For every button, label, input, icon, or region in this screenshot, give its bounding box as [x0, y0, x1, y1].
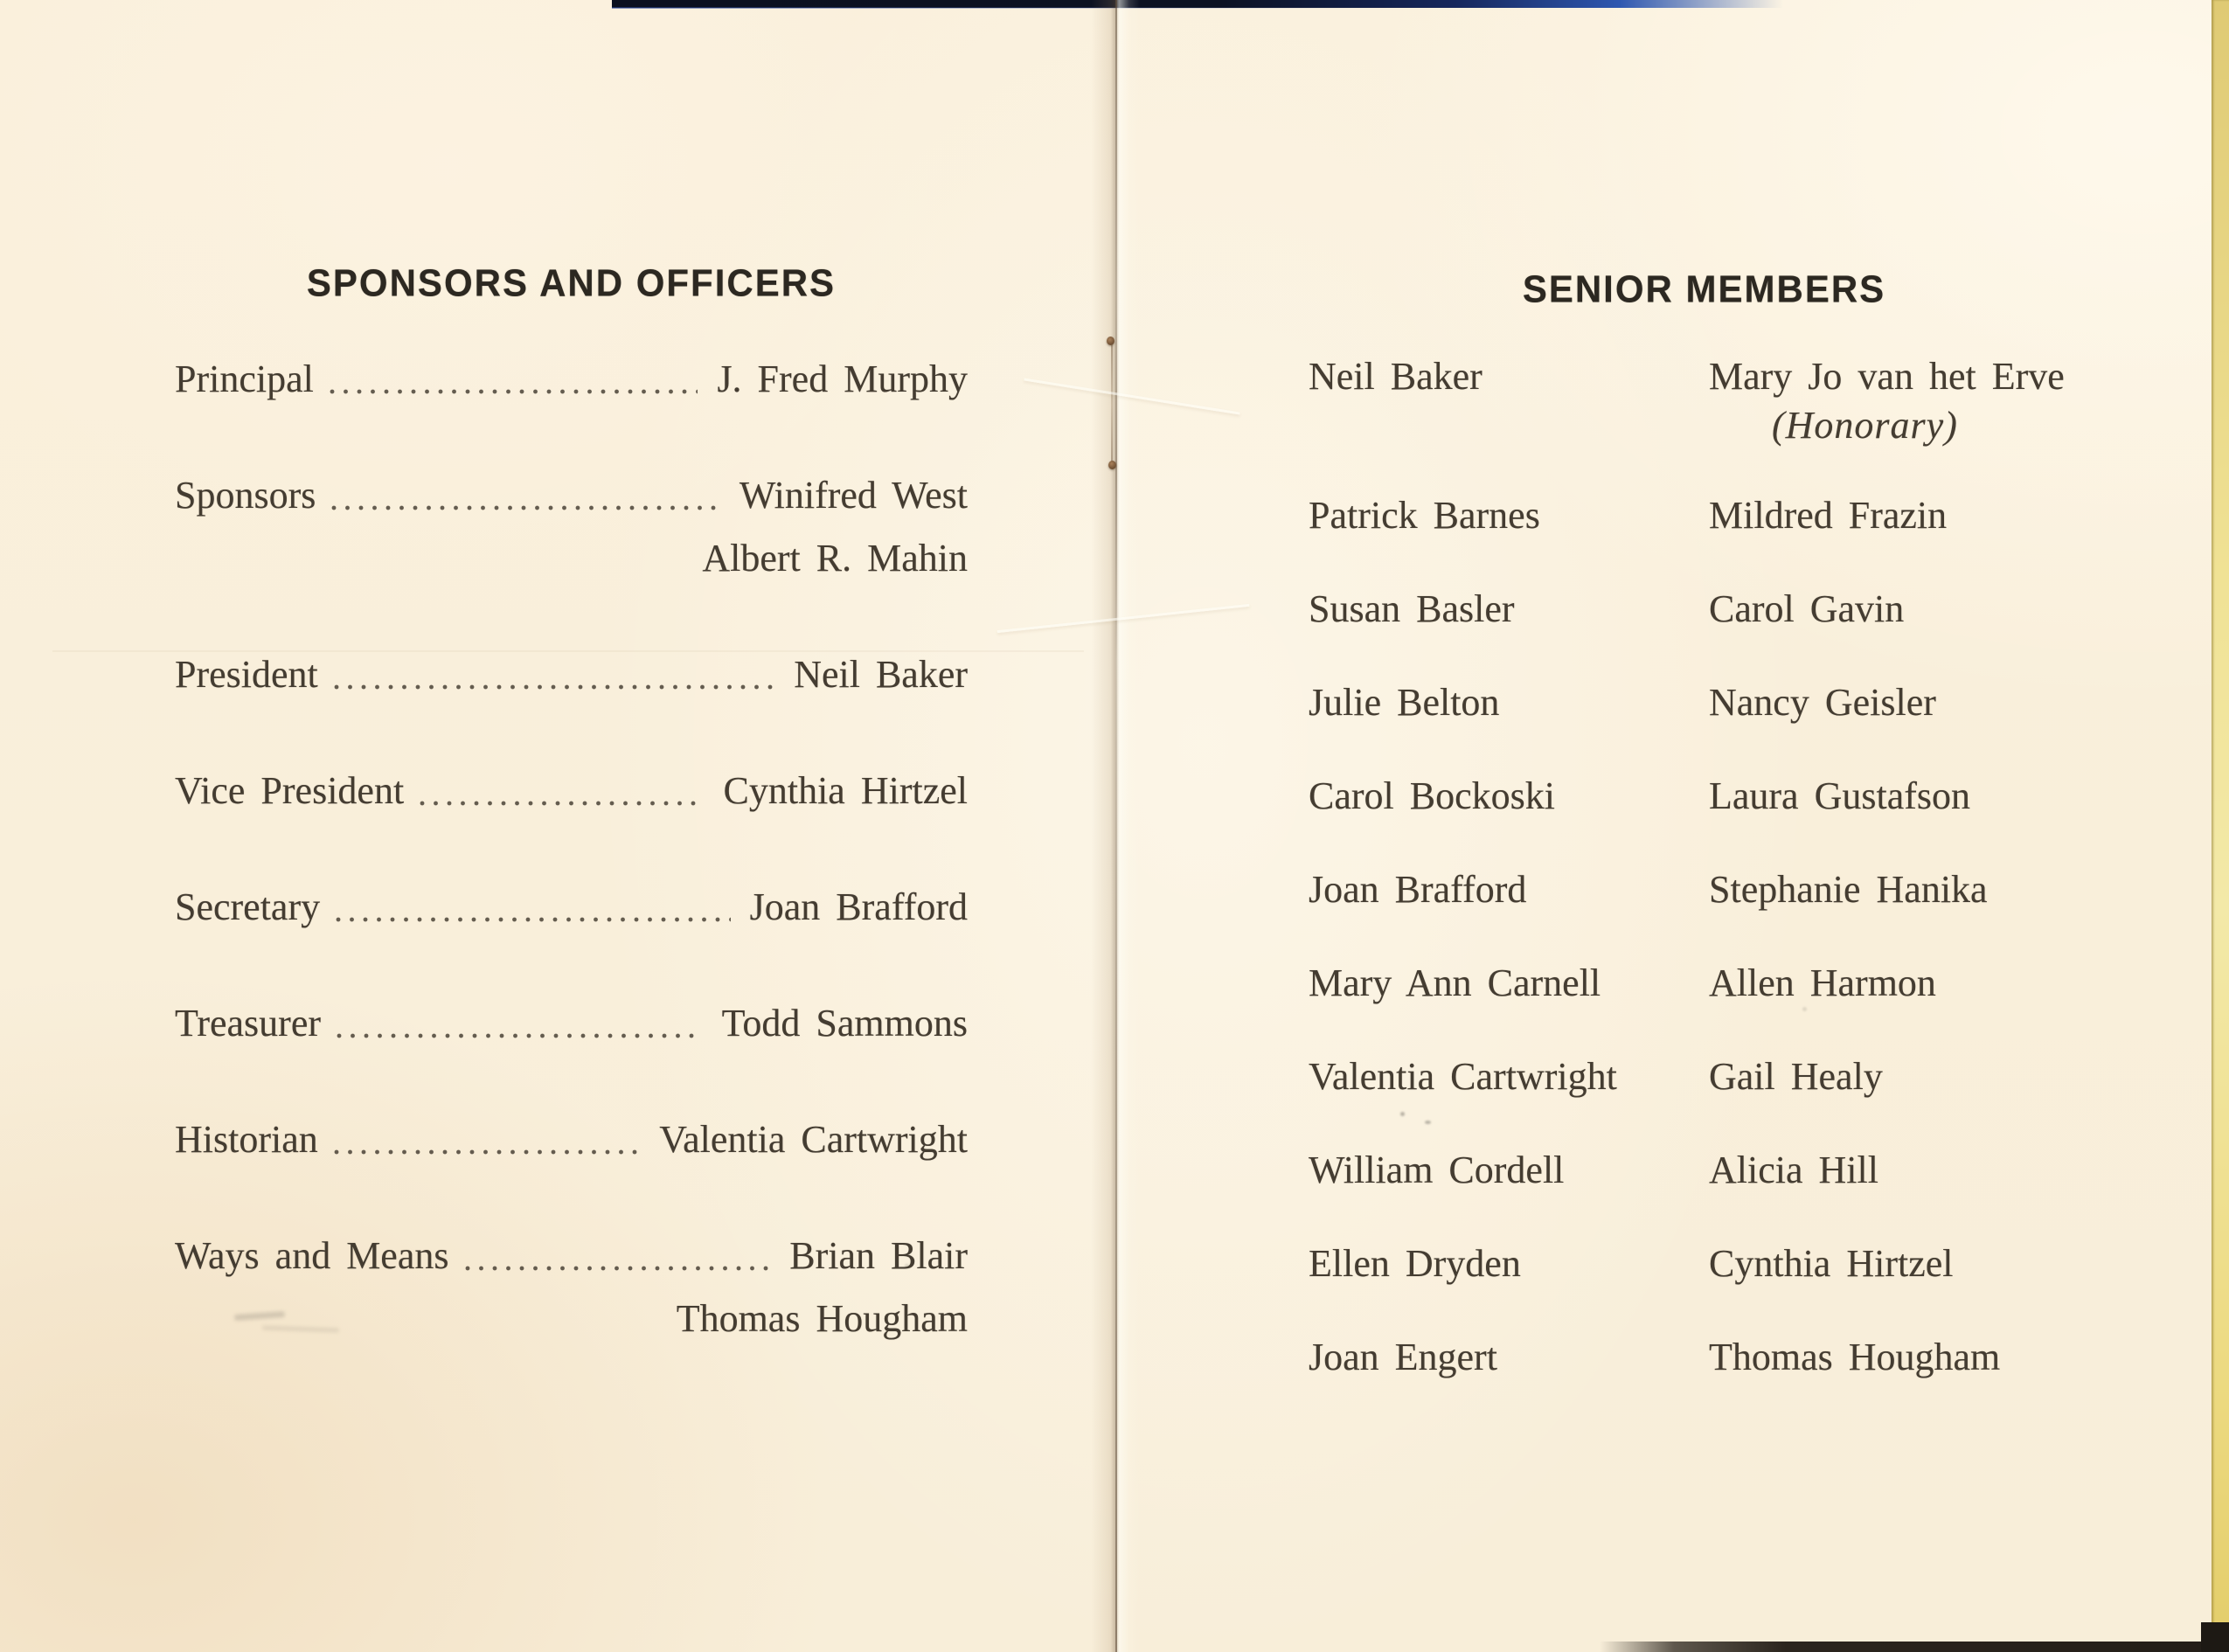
- member-name: Gail Healy: [1709, 1055, 1883, 1098]
- leader-dots: [337, 1032, 703, 1041]
- officer-row: [175, 469, 968, 585]
- bottom-edge-dark-strip: [1600, 1642, 2220, 1652]
- officer-label: Ways and Means: [175, 1234, 449, 1277]
- officer-row: [175, 353, 968, 406]
- officer-row: [175, 1230, 968, 1345]
- member-cell: [1709, 677, 2121, 729]
- right-page-title: SENIOR MEMBERS: [1522, 267, 1886, 310]
- member-row: [1309, 677, 2121, 729]
- member-name: Susan Basler: [1309, 587, 1515, 630]
- member-row: [1309, 1144, 2121, 1197]
- officer-name: Albert R. Mahin: [702, 537, 968, 580]
- officer-name: Brian Blair: [789, 1234, 968, 1277]
- officer-name: Winifred West: [739, 474, 968, 517]
- center-fold-line: [1115, 0, 1117, 1652]
- member-name: Julie Belton: [1309, 681, 1500, 724]
- member-name: William Cordell: [1309, 1149, 1565, 1191]
- member-name: Carol Bockoski: [1309, 774, 1555, 817]
- member-name: Allen Harmon: [1709, 961, 1936, 1004]
- honorary-note: (Honorary): [1772, 404, 1958, 447]
- member-cell: [1709, 1331, 2121, 1384]
- leader-dots: [334, 684, 774, 692]
- officer-name: Thomas Hougham: [676, 1297, 968, 1340]
- officer-label: President: [175, 653, 318, 696]
- officer-row: [175, 1114, 968, 1166]
- member-name: Joan Brafford: [1309, 868, 1527, 911]
- officer-line: [175, 997, 968, 1050]
- officer-line: [175, 881, 968, 934]
- top-edge-blue-line: [612, 7, 1399, 9]
- officer-name: Cynthia Hirtzel: [723, 769, 968, 812]
- member-name: Laura Gustafson: [1709, 774, 1971, 817]
- member-name: Mary Ann Carnell: [1309, 961, 1601, 1004]
- officer-line: [175, 765, 968, 817]
- staple-bottom-dot: [1108, 461, 1116, 469]
- staple: [1111, 344, 1113, 465]
- member-cell: [1709, 770, 2121, 823]
- member-cell: [1709, 351, 2121, 448]
- member-cell: [1709, 957, 2121, 1010]
- officer-label: Vice President: [175, 769, 405, 812]
- member-row: [1309, 351, 2121, 448]
- member-name: Mildred Frazin: [1709, 494, 1948, 537]
- member-name: Thomas Hougham: [1709, 1336, 2001, 1378]
- member-row: [1309, 864, 2121, 916]
- leader-dots: [331, 504, 719, 513]
- officer-row: [175, 649, 968, 701]
- leader-dots: [420, 800, 704, 809]
- officer-row: [175, 881, 968, 934]
- member-name: Mary Jo van het Erve: [1709, 355, 2065, 398]
- member-row: [1309, 583, 2121, 635]
- member-cell: [1709, 1238, 2121, 1290]
- member-cell: [1709, 1051, 2121, 1103]
- officer-label: Secretary: [175, 885, 321, 928]
- member-name: Nancy Geisler: [1709, 681, 1936, 724]
- member-name: Carol Gavin: [1709, 587, 1905, 630]
- member-row: [1309, 489, 2121, 542]
- officer-label: Sponsors: [175, 474, 316, 517]
- member-name: Joan Engert: [1309, 1336, 1497, 1378]
- officer-name: J. Fred Murphy: [717, 357, 968, 400]
- member-name: Patrick Barnes: [1309, 494, 1540, 537]
- member-row: [1309, 770, 2121, 823]
- officer-line: [175, 469, 968, 522]
- member-row: [1309, 1051, 2121, 1103]
- member-cell: [1709, 1144, 2121, 1197]
- leader-dots: [330, 388, 698, 397]
- member-name: Alicia Hill: [1709, 1149, 1878, 1191]
- member-row: [1309, 1331, 2121, 1384]
- member-cell: [1709, 864, 2121, 916]
- officer-label: Treasurer: [175, 1002, 321, 1045]
- member-name: Ellen Dryden: [1309, 1242, 1521, 1285]
- member-cell: [1709, 489, 2121, 542]
- officer-name: Joan Brafford: [749, 885, 968, 928]
- leader-dots: [334, 1149, 640, 1157]
- leader-dots: [336, 916, 731, 925]
- officer-line: [175, 649, 968, 701]
- officer-row: [175, 765, 968, 817]
- member-name: Stephanie Hanika: [1709, 868, 1988, 911]
- officer-name: Valentia Cartwright: [659, 1118, 968, 1161]
- bottom-right-corner-block: [2201, 1622, 2229, 1652]
- member-name: Valentia Cartwright: [1309, 1055, 1617, 1098]
- officer-line: [175, 1114, 968, 1166]
- officers-list: [175, 353, 968, 1409]
- staple-top-dot: [1107, 337, 1114, 345]
- right-page-edge-strip: [2212, 0, 2229, 1652]
- officer-line: [175, 353, 968, 406]
- leader-dots: [465, 1265, 771, 1274]
- officer-row: [175, 997, 968, 1050]
- member-row: [1309, 1238, 2121, 1290]
- officer-name: Todd Sammons: [721, 1002, 968, 1045]
- member-cell: [1709, 583, 2121, 635]
- member-name: Neil Baker: [1309, 355, 1483, 398]
- member-name: Cynthia Hirtzel: [1709, 1242, 1954, 1285]
- left-page-title: SPONSORS AND OFFICERS: [306, 261, 837, 304]
- officer-label: Principal: [175, 357, 314, 400]
- officer-label: Historian: [175, 1118, 318, 1161]
- officer-line: [175, 1230, 968, 1282]
- senior-members-list: [1309, 351, 2121, 1425]
- officer-name: Neil Baker: [794, 653, 968, 696]
- member-row: [1309, 957, 2121, 1010]
